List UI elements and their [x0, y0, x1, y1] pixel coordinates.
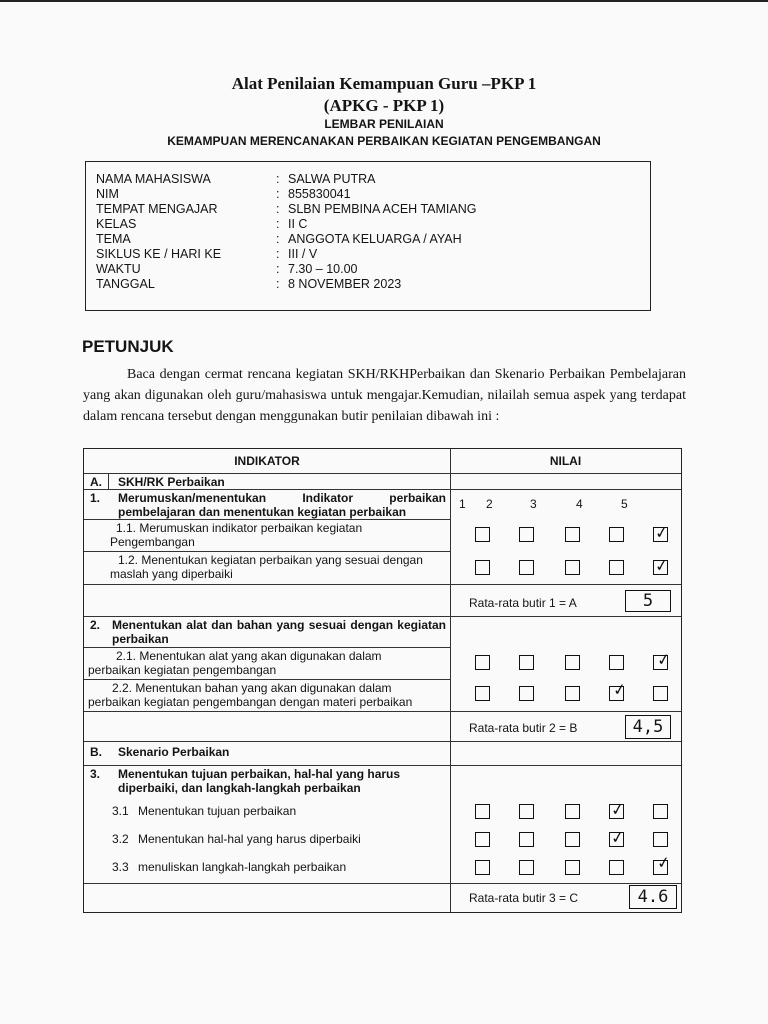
checkbox[interactable] — [653, 832, 668, 847]
row-line — [84, 679, 450, 680]
item3-num: 3. — [90, 767, 101, 781]
scale-1: 1 — [459, 497, 466, 511]
info-colon: : — [276, 172, 280, 186]
info-value: 8 NOVEMBER 2023 — [288, 277, 402, 291]
column-divider — [450, 449, 451, 912]
petunjuk-heading: PETUNJUK — [82, 337, 174, 356]
row-line — [84, 519, 450, 520]
item3-1-num: 3.1 — [112, 804, 129, 818]
row-line — [84, 711, 681, 712]
item3-3-label: menuliskan langkah-langkah perbaikan — [138, 860, 347, 874]
item1-label: Merumuskan/menentukan Indikator perbaikan pembelajaran dan menentukan kegiatan perbaikan — [118, 491, 446, 519]
sheet-title: LEMBAR PENILAIAN — [324, 117, 444, 131]
scale-4: 4 — [576, 497, 583, 511]
info-value: ANGGOTA KELUARGA / AYAH — [288, 232, 462, 246]
item2-num: 2. — [90, 618, 101, 632]
checkbox[interactable] — [565, 655, 580, 670]
row-line — [84, 584, 681, 585]
checkbox[interactable] — [519, 527, 534, 542]
item1-1-label: 1.1. Merumuskan indikator perbaikan kegiatan Pengembangan — [110, 521, 363, 549]
section-a-letter: A. — [90, 475, 102, 489]
checkbox[interactable] — [565, 860, 580, 875]
checkbox[interactable] — [609, 860, 624, 875]
checkbox[interactable] — [565, 527, 580, 542]
checkbox[interactable] — [565, 832, 580, 847]
row-line — [84, 551, 450, 552]
scale-3: 3 — [530, 497, 537, 511]
checkbox[interactable] — [519, 686, 534, 701]
checkbox[interactable] — [609, 527, 624, 542]
item2-2-label: 2.2. Menentukan bahan yang akan digunakan dalam perbaikan kegiatan pengembangan dengan materi perbaikan — [88, 681, 413, 709]
check-mark-icon: ✓ — [609, 827, 626, 848]
info-label: TANGGAL — [96, 277, 155, 291]
item2-1-label: 2.1. Menentukan alat yang akan digunakan dalam perbaikan kegiatan pengembangan — [88, 649, 382, 677]
check-mark-icon: ✓ — [653, 522, 670, 543]
info-colon: : — [276, 232, 280, 246]
check-mark-icon: ✓ — [655, 852, 672, 873]
item3-3-num: 3.3 — [112, 860, 129, 874]
checkbox[interactable] — [519, 860, 534, 875]
info-value: 855830041 — [288, 187, 351, 201]
rata-rata-1-label: Rata-rata butir 1 = A — [469, 596, 577, 610]
row-line — [84, 473, 681, 474]
row-line — [84, 489, 681, 490]
check-mark-icon: ✓ — [609, 799, 626, 820]
info-colon: : — [276, 217, 280, 231]
checkbox[interactable] — [609, 655, 624, 670]
checkbox[interactable] — [565, 686, 580, 701]
info-label: KELAS — [96, 217, 137, 231]
section-b-letter: B. — [90, 745, 102, 759]
section-a-label: SKH/RK Perbaikan — [118, 475, 225, 489]
checkbox[interactable] — [475, 860, 490, 875]
info-label: WAKTU — [96, 262, 141, 276]
row-line — [84, 741, 681, 742]
checkbox[interactable] — [519, 832, 534, 847]
item3-2-label: Menentukan hal-hal yang harus diperbaiki — [138, 832, 361, 846]
row-line — [84, 616, 681, 617]
info-colon: : — [276, 277, 280, 291]
form-title: Alat Penilaian Kemampuan Guru –PKP 1 — [231, 74, 537, 93]
rata-rata-3-score: 4.6 — [629, 885, 677, 909]
checkbox[interactable] — [475, 686, 490, 701]
checkbox[interactable] — [475, 560, 490, 575]
rata-rata-1-score: 5 — [625, 590, 671, 612]
info-colon: : — [276, 187, 280, 201]
num-divider — [108, 473, 109, 489]
check-mark-icon: ✓ — [611, 679, 628, 700]
header-nilai: NILAI — [549, 454, 582, 468]
row-line — [84, 883, 681, 884]
section-b-label: Skenario Perbaikan — [118, 745, 230, 759]
scan-edge — [0, 0, 768, 2]
checkbox[interactable] — [565, 560, 580, 575]
info-colon: : — [276, 202, 280, 216]
checkbox[interactable] — [475, 832, 490, 847]
rata-rata-3-label: Rata-rata butir 3 = C — [469, 891, 579, 905]
checkbox[interactable] — [475, 527, 490, 542]
info-value: SLBN PEMBINA ACEH TAMIANG — [288, 202, 477, 216]
checkbox[interactable] — [565, 804, 580, 819]
scale-2: 2 — [486, 497, 493, 511]
checkbox[interactable] — [475, 804, 490, 819]
scale-5: 5 — [621, 497, 628, 511]
rata-rata-2-score: 4,5 — [625, 715, 671, 739]
check-mark-icon: ✓ — [655, 649, 672, 670]
info-value: SALWA PUTRA — [288, 172, 376, 186]
checkbox[interactable] — [653, 686, 668, 701]
item3-label: Menentukan tujuan perbaikan, hal-hal yang harus diperbaiki, dan langkah-langkah perbaikan — [118, 767, 401, 795]
item1-2-label: 1.2. Menentukan kegiatan perbaikan yang sesuai dengan maslah yang diperbaiki — [110, 553, 423, 581]
info-value: II C — [288, 217, 308, 231]
rata-rata-2-label: Rata-rata butir 2 = B — [469, 721, 578, 735]
checkbox[interactable] — [519, 655, 534, 670]
info-value: III / V — [288, 247, 318, 261]
item2-label: Menentukan alat dan bahan yang sesuai dengan kegiatan perbaikan — [112, 618, 446, 646]
info-colon: : — [276, 247, 280, 261]
identity-box — [85, 161, 651, 311]
info-label: NIM — [96, 187, 119, 201]
info-label: TEMPAT MENGAJAR — [96, 202, 218, 216]
checkbox[interactable] — [609, 560, 624, 575]
item3-1-label: Menentukan tujuan perbaikan — [138, 804, 297, 818]
info-label: SIKLUS KE / HARI KE — [96, 247, 222, 261]
form-code: (APKG - PKP 1) — [323, 96, 445, 115]
header-indikator: INDIKATOR — [234, 454, 300, 468]
item3-2-num: 3.2 — [112, 832, 129, 846]
item1-num: 1. — [90, 491, 101, 505]
info-label: NAMA MAHASISWA — [96, 172, 211, 186]
row-line — [84, 647, 450, 648]
checkbox[interactable] — [519, 804, 534, 819]
assessment-table — [83, 448, 682, 913]
checkbox[interactable] — [653, 804, 668, 819]
petunjuk-paragraph: Baca dengan cermat rencana kegiatan SKH/RKHPerbaikan dan Skenario Perbaikan Pembelajaran yang akan digunakan oleh guru/mahasiswa untuk mengajar.Kemudian, nilailah semua aspek yang terdapat dalam rencana tersebut dengan menggunakan butir penilaian dibawah ini : — [83, 367, 686, 424]
sheet-subtitle: KEMAMPUAN MERENCANAKAN PERBAIKAN KEGIATAN PENGEMBANGAN — [167, 134, 601, 148]
info-label: TEMA — [96, 232, 131, 246]
checkbox[interactable] — [519, 560, 534, 575]
info-value: 7.30 – 10.00 — [288, 262, 358, 276]
info-colon: : — [276, 262, 280, 276]
checkbox[interactable] — [475, 655, 490, 670]
row-line — [84, 765, 681, 766]
check-mark-icon: ✓ — [653, 555, 670, 576]
